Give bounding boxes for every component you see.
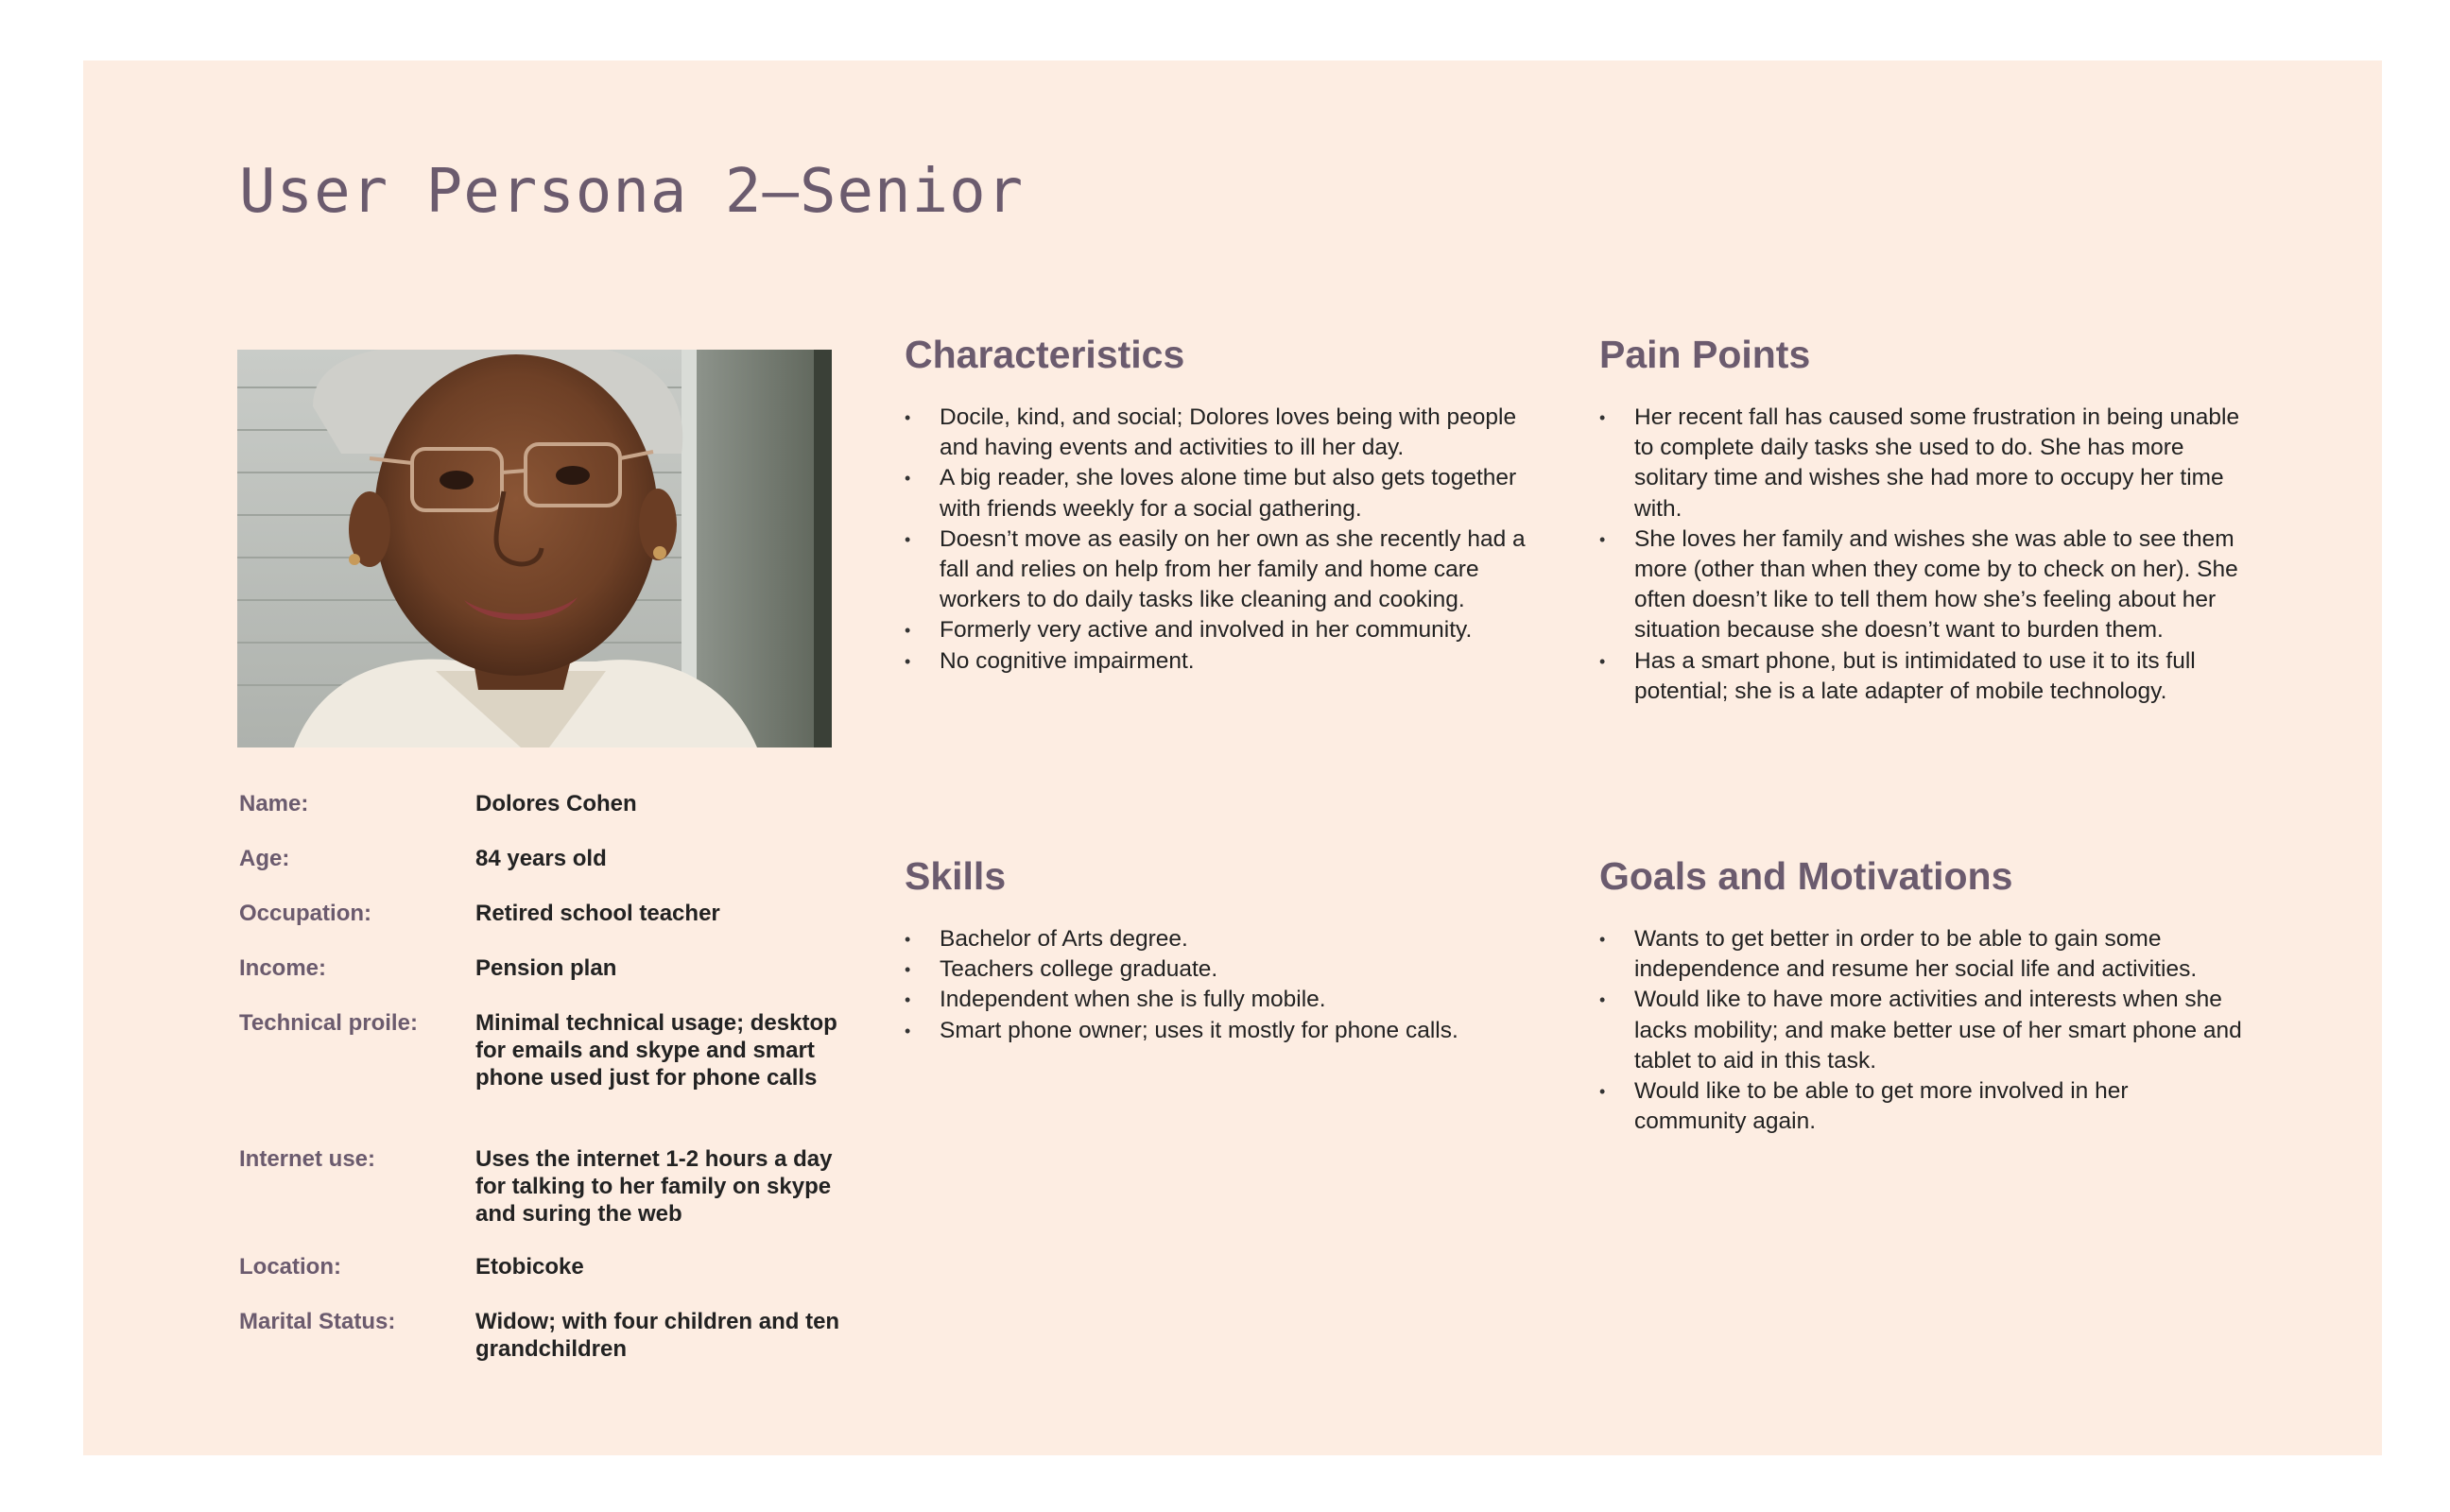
goals-list xyxy=(1599,924,2242,1137)
list-item: • No cognitive impairment. xyxy=(905,646,1547,677)
profile-row-name xyxy=(239,790,863,817)
persona-slide xyxy=(83,60,2382,1455)
list-item: • Smart phone owner; uses it mostly for phone calls. xyxy=(905,1016,1547,1046)
profile-value: Retired school teacher xyxy=(475,901,720,926)
profile-row-marital-status xyxy=(239,1308,863,1363)
list-item: • Doesn’t move as easily on her own as she recently had a fall and relies on help from her family and home care workers to do daily tasks like cleaning and cooking. xyxy=(905,524,1547,616)
profile-label: Income: xyxy=(239,955,327,981)
pain-points-list xyxy=(1599,403,2242,707)
profile-value: Uses the internet 1-2 hours a day for talking to her family on skype and suring the web xyxy=(475,1146,833,1227)
profile-value: Widow; with four children and ten grandchildren xyxy=(475,1309,840,1362)
profile-value: Pension plan xyxy=(475,955,617,981)
profile-value: 84 years old xyxy=(475,846,607,871)
list-item: • Teachers college graduate. xyxy=(905,954,1547,985)
profile-row-internet-use xyxy=(239,1145,863,1228)
profile-label: Name: xyxy=(239,791,309,816)
page-title: User Persona 2—Senior xyxy=(239,157,1025,227)
list-item: • Wants to get better in order to be able to gain some independence and resume her social life and activities. xyxy=(1599,924,2242,985)
skills-list xyxy=(905,924,1547,1046)
profile-value: Etobicoke xyxy=(475,1254,584,1280)
profile-row-income xyxy=(239,954,863,982)
section-heading: Characteristics xyxy=(905,333,1185,376)
section-heading: Pain Points xyxy=(1599,333,1811,376)
profile-label: Marital Status: xyxy=(239,1309,396,1334)
list-item: • Formerly very active and involved in her community. xyxy=(905,615,1547,645)
goals-section xyxy=(1599,852,2242,1137)
profile-label: Occupation: xyxy=(239,901,372,926)
list-item: • Her recent fall has caused some frustration in being unable to complete daily tasks she used to do. She has more solitary time and wishes she had more to occupy her time with. xyxy=(1599,403,2242,524)
profile-row-location xyxy=(239,1253,863,1280)
characteristics-list xyxy=(905,403,1547,677)
list-item: • Docile, kind, and social; Dolores loves being with people and having events and activities to ill her day. xyxy=(905,403,1547,463)
pain-points-section xyxy=(1599,331,2242,707)
profile-row-age xyxy=(239,845,863,872)
list-item: • Bachelor of Arts degree. xyxy=(905,924,1547,954)
profile-value: Minimal technical usage; desktop for emails and skype and smart phone used just for phone calls xyxy=(475,1010,837,1091)
profile-row-occupation xyxy=(239,900,863,927)
profile-label: Technical proile: xyxy=(239,1010,418,1036)
list-item: • She loves her family and wishes she was able to see them more (other than when they come by to check on her). She often doesn’t like to tell them how she’s feeling about her situation because she doesn’t want to burden them. xyxy=(1599,524,2242,646)
profile-label: Age: xyxy=(239,846,290,871)
persona-photo xyxy=(237,350,832,747)
section-heading: Goals and Motivations xyxy=(1599,854,2013,898)
profile-label: Internet use: xyxy=(239,1146,376,1172)
list-item: • Independent when she is fully mobile. xyxy=(905,985,1547,1015)
skills-section xyxy=(905,852,1547,1046)
list-item: • Would like to have more activities and interests when she lacks mobility; and make better use of her smart phone and tablet to aid in this task. xyxy=(1599,985,2242,1076)
profile-label: Location: xyxy=(239,1254,341,1280)
characteristics-section xyxy=(905,331,1547,677)
list-item: • A big reader, she loves alone time but also gets together with friends weekly for a social gathering. xyxy=(905,463,1547,524)
profile-value: Dolores Cohen xyxy=(475,791,637,816)
profile-row-technical-profile xyxy=(239,1009,863,1091)
section-heading: Skills xyxy=(905,854,1007,898)
list-item: • Would like to be able to get more involved in her community again. xyxy=(1599,1076,2242,1137)
list-item: • Has a smart phone, but is intimidated to use it to its full potential; she is a late adapter of mobile technology. xyxy=(1599,646,2242,707)
persona-portrait-image xyxy=(237,350,832,747)
